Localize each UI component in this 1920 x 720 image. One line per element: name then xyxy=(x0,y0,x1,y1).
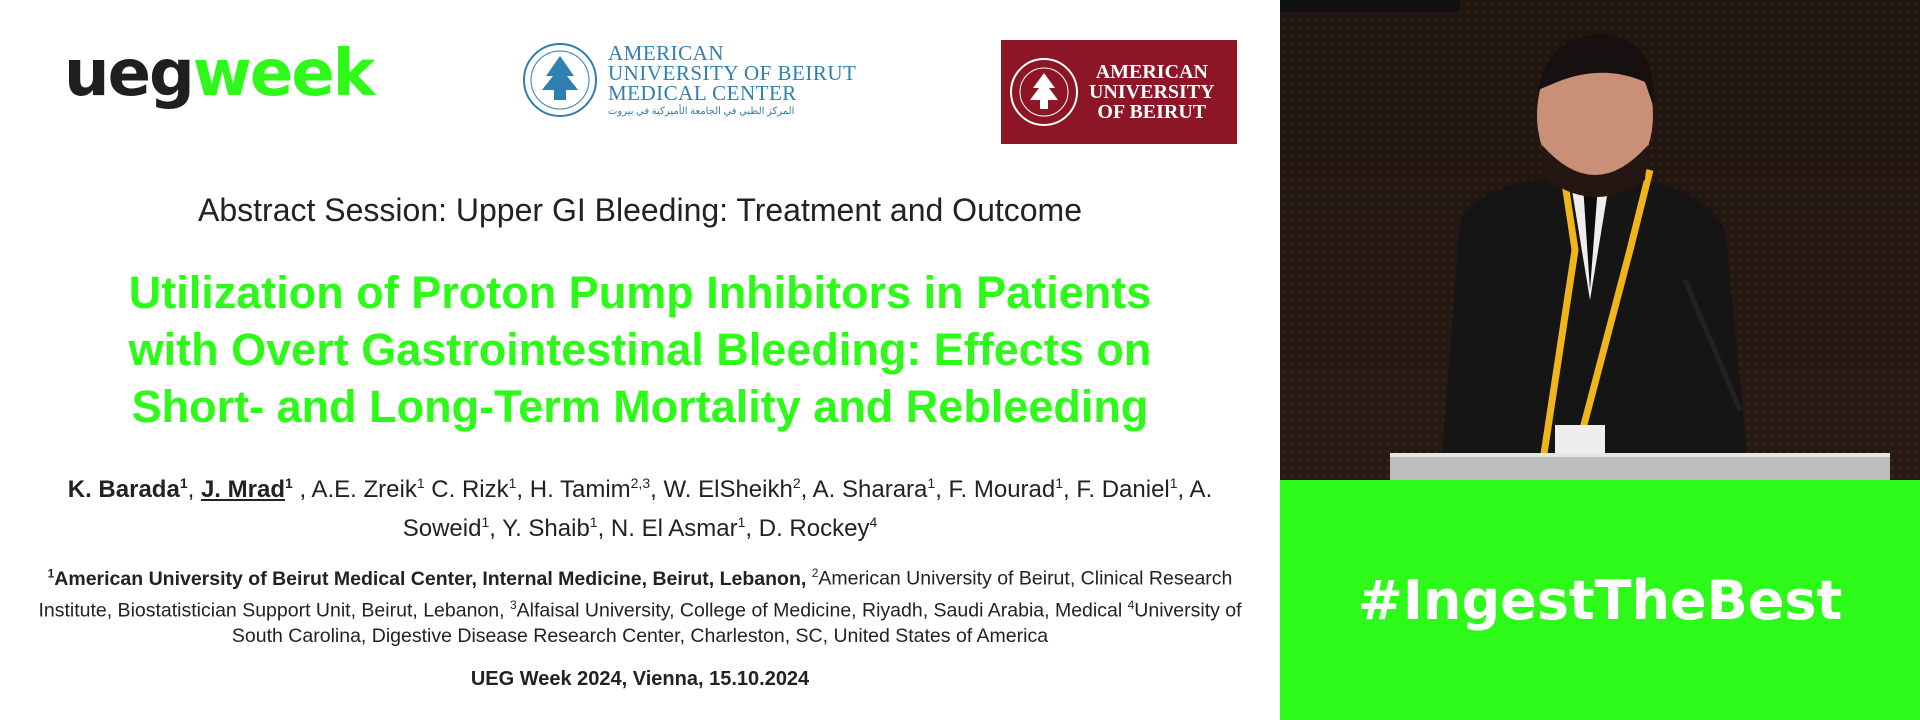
affil-text: University of South Carolina, Digestive Disease Research Center, Charleston, SC, United States of America xyxy=(231,599,1242,647)
author-list: K. Barada$^1$, J. Mrad$^1$ , A.E. Zreik$^1$ C. Rizk$^1$, H. Tamim$^{2,3}$, W. ElSheikh$^2$, A. Sharara$^1$, F. Mourad$^1$, F. Daniel$^1$, A. Soweid$^1$, Y. Shaib$^1$, N. El Asmar$^1$, D. Rockey$^4$ xyxy=(67,475,1213,542)
aub-line2: UNIVERSITY xyxy=(1089,81,1215,103)
author-name: , N. El Asmar xyxy=(597,515,738,542)
author-affil-sup: 1 xyxy=(1169,475,1178,491)
author-affil-sup: 1 xyxy=(737,514,746,530)
aub-logo xyxy=(1001,40,1237,144)
title-line-1: Utilization of Proton Pump Inhibitors in Patients xyxy=(128,267,1152,318)
title-line-3: Short- and Long-Term Mortality and Rebleeding xyxy=(131,381,1149,432)
author-affil-sup: 2 xyxy=(792,475,801,491)
author-name: , Y. Shaib xyxy=(489,515,590,542)
author-affil-sup: 1 xyxy=(416,475,425,491)
title-line-2: with Overt Gastrointestinal Bleeding: Effects on xyxy=(128,324,1152,375)
affil-number: 3 xyxy=(509,597,517,612)
affil-number: 2 xyxy=(811,566,819,580)
speaker-panel xyxy=(1280,0,1920,720)
aub-line1: AMERICAN xyxy=(1095,61,1208,83)
logo-ueg-text: ueg xyxy=(64,37,193,111)
speaker-video-image xyxy=(1280,0,1920,480)
hashtag-text: #IngestTheBest xyxy=(1357,568,1843,632)
author-affil-sup: 1 xyxy=(927,475,936,491)
affil-number: 1 xyxy=(47,566,55,580)
author-affil-sup: 1 xyxy=(481,514,490,530)
author-affil-sup: 1 xyxy=(589,514,598,530)
author-name: , F. Mourad xyxy=(935,476,1056,503)
author-name: , A. Soweid xyxy=(402,476,1213,542)
conference-info: UEG Week 2024, Vienna, 15.10.2024 xyxy=(470,668,810,690)
aubmc-line1: AMERICAN xyxy=(608,41,725,65)
author-name: , F. Daniel xyxy=(1063,476,1170,503)
author-affil-sup: 1 xyxy=(284,475,293,491)
affil-text: American University of Beirut, Clinical Research Institute, Biostatistician Support Unit, Beirut, Lebanon, xyxy=(38,567,1233,621)
affil-number: 4 xyxy=(1127,597,1135,612)
affiliations xyxy=(30,560,1250,649)
author-name: , A.E. Zreik xyxy=(292,476,417,503)
hashtag-banner xyxy=(1280,480,1920,720)
aubmc-line3: MEDICAL CENTER xyxy=(608,81,797,105)
aubmc-arabic: المركز الطبي في الجامعة الأميركية في بيروت xyxy=(608,106,795,117)
presentation-title xyxy=(40,264,1240,435)
affil-text: Alfaisal University, College of Medicine, Riyadh, Saudi Arabia, Medical xyxy=(516,599,1128,621)
author-affil-sup: 1 xyxy=(508,475,517,491)
presenting-author-name: J. Mrad xyxy=(200,476,285,503)
author-affil-sup: 1 xyxy=(179,475,188,491)
author-name: , W. ElSheikh xyxy=(650,476,793,503)
author-name: , H. Tamim xyxy=(516,476,631,503)
author-affil-sup: 4 xyxy=(869,514,878,530)
author-name: , D. Rockey xyxy=(745,515,870,542)
author-name: C. Rizk xyxy=(424,476,509,503)
author-affil-sup: 2,3 xyxy=(630,475,651,491)
logo-week-text: week xyxy=(192,37,374,111)
session-heading: Abstract Session: Upper GI Bleeding: Treatment and Outcome xyxy=(198,192,1082,228)
aub-line3: OF BEIRUT xyxy=(1097,101,1207,123)
author-name: , A. Sharara xyxy=(800,476,928,503)
author-name: K. Barada xyxy=(67,476,180,503)
affil-text: American University of Beirut Medical Center, Internal Medicine, Beirut, Lebanon, xyxy=(54,567,807,590)
aub-seal-icon xyxy=(1009,57,1079,127)
ueg-week-logo xyxy=(64,37,374,111)
author-affil-sup: 1 xyxy=(1055,475,1064,491)
aubmc-logo xyxy=(522,42,856,118)
speaker-video xyxy=(1280,0,1920,480)
aubmc-seal-icon xyxy=(522,42,598,118)
aubmc-line2: UNIVERSITY OF BEIRUT xyxy=(608,61,857,85)
